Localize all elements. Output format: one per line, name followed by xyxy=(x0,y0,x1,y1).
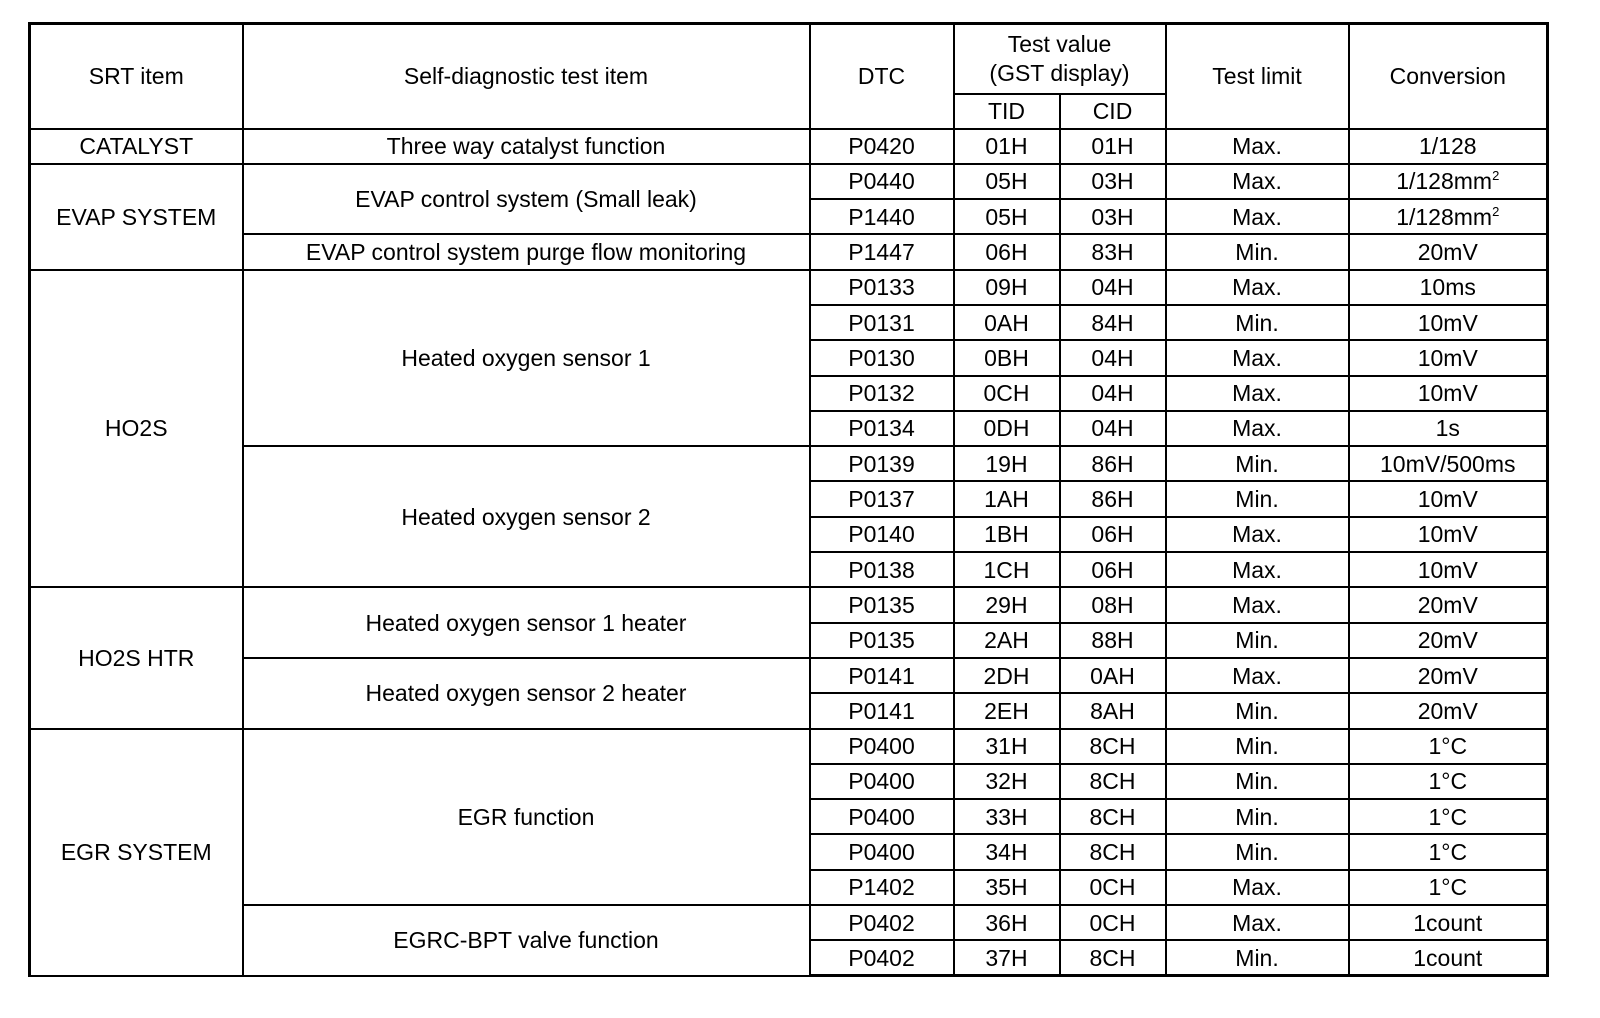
test-limit-cell: Max. xyxy=(1166,587,1349,622)
test-limit-cell: Max. xyxy=(1166,129,1349,164)
conversion-value: 20mV xyxy=(1417,591,1478,618)
header-tid: TID xyxy=(954,94,1060,129)
conversion-value: 20mV xyxy=(1417,697,1478,724)
conversion-cell xyxy=(1349,905,1548,940)
cid-cell: 8CH xyxy=(1060,729,1166,764)
tid-cell: 37H xyxy=(954,940,1060,975)
dtc-cell: P0420 xyxy=(810,129,954,164)
dtc-cell: P0400 xyxy=(810,729,954,764)
dtc-cell: P0440 xyxy=(810,164,954,199)
tid-cell: 01H xyxy=(954,129,1060,164)
tid-cell: 2EH xyxy=(954,693,1060,728)
conversion-cell xyxy=(1349,834,1548,869)
cid-cell: 86H xyxy=(1060,481,1166,516)
conversion-cell xyxy=(1349,305,1548,340)
dtc-cell: P0140 xyxy=(810,517,954,552)
test-limit-cell: Min. xyxy=(1166,834,1349,869)
test-limit-cell: Min. xyxy=(1166,623,1349,658)
dtc-cell: P1440 xyxy=(810,199,954,234)
tid-cell: 06H xyxy=(954,234,1060,269)
tid-cell: 1BH xyxy=(954,517,1060,552)
self-diagnostic-item-cell: Heated oxygen sensor 1 xyxy=(243,270,810,446)
self-diagnostic-item-cell: Heated oxygen sensor 2 heater xyxy=(243,658,810,729)
conversion-value: 1°C xyxy=(1428,839,1468,866)
conversion-cell xyxy=(1349,587,1548,622)
conversion-value: 20mV xyxy=(1417,238,1478,265)
srt-item-cell: EGR SYSTEM xyxy=(30,729,243,976)
conversion-value: 20mV xyxy=(1417,627,1478,654)
header-srt-item: SRT item xyxy=(30,24,243,129)
conversion-value: 10mV xyxy=(1417,486,1478,513)
dtc-cell: P0132 xyxy=(810,376,954,411)
tid-cell: 19H xyxy=(954,446,1060,481)
cid-cell: 03H xyxy=(1060,199,1166,234)
table-row xyxy=(30,164,1548,199)
tid-cell: 1AH xyxy=(954,481,1060,516)
test-limit-cell: Max. xyxy=(1166,199,1349,234)
cid-cell: 84H xyxy=(1060,305,1166,340)
conversion-value: 10mV xyxy=(1417,380,1478,407)
test-limit-cell: Min. xyxy=(1166,729,1349,764)
cid-cell: 06H xyxy=(1060,517,1166,552)
test-limit-cell: Min. xyxy=(1166,799,1349,834)
tid-cell: 2DH xyxy=(954,658,1060,693)
cid-cell: 83H xyxy=(1060,234,1166,269)
conversion-cell xyxy=(1349,234,1548,269)
conversion-value: 10mV xyxy=(1417,344,1478,371)
test-limit-cell: Max. xyxy=(1166,270,1349,305)
test-limit-cell: Max. xyxy=(1166,411,1349,446)
dtc-cell: P0131 xyxy=(810,305,954,340)
conversion-value: 1count xyxy=(1413,944,1483,971)
conversion-cell xyxy=(1349,129,1548,164)
cid-cell: 06H xyxy=(1060,552,1166,587)
tid-cell: 29H xyxy=(954,587,1060,622)
tid-cell: 35H xyxy=(954,870,1060,905)
dtc-cell: P0137 xyxy=(810,481,954,516)
conversion-value: 1°C xyxy=(1428,803,1468,830)
tid-cell: 1CH xyxy=(954,552,1060,587)
tid-cell: 34H xyxy=(954,834,1060,869)
tid-cell: 0CH xyxy=(954,376,1060,411)
cid-cell: 8CH xyxy=(1060,764,1166,799)
table-row xyxy=(30,729,1548,764)
conversion-value: 1s xyxy=(1435,415,1460,442)
dtc-cell: P0135 xyxy=(810,623,954,658)
conversion-cell xyxy=(1349,517,1548,552)
header-test-limit: Test limit xyxy=(1166,24,1349,129)
conversion-cell xyxy=(1349,870,1548,905)
test-limit-cell: Max. xyxy=(1166,164,1349,199)
test-limit-cell: Min. xyxy=(1166,234,1349,269)
conversion-value: 10ms xyxy=(1419,274,1476,301)
conversion-cell xyxy=(1349,164,1548,199)
cid-cell: 01H xyxy=(1060,129,1166,164)
tid-cell: 0BH xyxy=(954,340,1060,375)
test-limit-cell: Max. xyxy=(1166,905,1349,940)
test-limit-cell: Max. xyxy=(1166,340,1349,375)
conversion-cell xyxy=(1349,446,1548,481)
srt-item-cell: HO2S xyxy=(30,270,243,588)
self-diagnostic-item-cell: EVAP control system (Small leak) xyxy=(243,164,810,235)
dtc-cell: P0138 xyxy=(810,552,954,587)
dtc-cell: P0400 xyxy=(810,764,954,799)
cid-cell: 8CH xyxy=(1060,799,1166,834)
dtc-cell: P0400 xyxy=(810,799,954,834)
dtc-cell: P0141 xyxy=(810,658,954,693)
self-diagnostic-item-cell: EGR function xyxy=(243,729,810,905)
table-row xyxy=(30,234,1548,269)
header-row-1 xyxy=(30,24,1548,94)
conversion-value: 1°C xyxy=(1428,733,1468,760)
conversion-cell xyxy=(1349,658,1548,693)
dtc-cell: P0402 xyxy=(810,940,954,975)
tid-cell: 36H xyxy=(954,905,1060,940)
test-limit-cell: Min. xyxy=(1166,481,1349,516)
header-test-value: Test value (GST display) xyxy=(954,24,1166,94)
conversion-cell xyxy=(1349,199,1548,234)
conversion-value: 1/128 xyxy=(1418,133,1477,160)
header-conversion: Conversion xyxy=(1349,24,1548,129)
cid-cell: 0CH xyxy=(1060,905,1166,940)
conversion-value: 1°C xyxy=(1428,768,1468,795)
srt-item-cell: EVAP SYSTEM xyxy=(30,164,243,270)
self-diagnostic-item-cell: Heated oxygen sensor 1 heater xyxy=(243,587,810,658)
tid-cell: 0AH xyxy=(954,305,1060,340)
dtc-cell: P1447 xyxy=(810,234,954,269)
test-limit-cell: Max. xyxy=(1166,552,1349,587)
tid-cell: 0DH xyxy=(954,411,1060,446)
self-diagnostic-item-cell: EVAP control system purge flow monitoring xyxy=(243,234,810,269)
conversion-cell xyxy=(1349,340,1548,375)
dtc-cell: P0402 xyxy=(810,905,954,940)
dtc-cell: P0130 xyxy=(810,340,954,375)
conversion-cell xyxy=(1349,729,1548,764)
conversion-value: 20mV xyxy=(1417,662,1478,689)
cid-cell: 04H xyxy=(1060,411,1166,446)
tid-cell: 05H xyxy=(954,199,1060,234)
test-limit-cell: Min. xyxy=(1166,305,1349,340)
conversion-cell xyxy=(1349,940,1548,975)
header-dtc: DTC xyxy=(810,24,954,129)
tid-cell: 31H xyxy=(954,729,1060,764)
conversion-cell xyxy=(1349,552,1548,587)
test-limit-cell: Min. xyxy=(1166,764,1349,799)
cid-cell: 04H xyxy=(1060,340,1166,375)
cid-cell: 8CH xyxy=(1060,834,1166,869)
test-limit-cell: Min. xyxy=(1166,693,1349,728)
cid-cell: 04H xyxy=(1060,270,1166,305)
cid-cell: 8AH xyxy=(1060,693,1166,728)
cid-cell: 0CH xyxy=(1060,870,1166,905)
dtc-cell: P1402 xyxy=(810,870,954,905)
conversion-cell xyxy=(1349,623,1548,658)
conversion-value: 10mV/500ms xyxy=(1380,450,1516,477)
conversion-cell xyxy=(1349,764,1548,799)
test-limit-cell: Max. xyxy=(1166,517,1349,552)
table-row xyxy=(30,587,1548,622)
tid-cell: 32H xyxy=(954,764,1060,799)
test-limit-cell: Max. xyxy=(1166,870,1349,905)
test-limit-cell: Max. xyxy=(1166,376,1349,411)
srt-item-cell: HO2S HTR xyxy=(30,587,243,728)
conversion-cell xyxy=(1349,481,1548,516)
cid-cell: 08H xyxy=(1060,587,1166,622)
conversion-value: 1/128mm xyxy=(1396,168,1493,195)
cid-cell: 8CH xyxy=(1060,940,1166,975)
conversion-cell xyxy=(1349,693,1548,728)
test-limit-cell: Min. xyxy=(1166,940,1349,975)
srt-item-cell: CATALYST xyxy=(30,129,243,164)
cid-cell: 88H xyxy=(1060,623,1166,658)
conversion-value: 10mV xyxy=(1417,556,1478,583)
dtc-cell: P0135 xyxy=(810,587,954,622)
conversion-value: 1count xyxy=(1413,909,1483,936)
test-limit-cell: Max. xyxy=(1166,658,1349,693)
header-cid: CID xyxy=(1060,94,1166,129)
conversion-cell xyxy=(1349,799,1548,834)
cid-cell: 03H xyxy=(1060,164,1166,199)
conversion-exponent: 2 xyxy=(1492,203,1500,219)
conversion-value: 10mV xyxy=(1417,309,1478,336)
conversion-value: 10mV xyxy=(1417,521,1478,548)
dtc-cell: P0141 xyxy=(810,693,954,728)
self-diagnostic-item-cell: Heated oxygen sensor 2 xyxy=(243,446,810,587)
tid-cell: 05H xyxy=(954,164,1060,199)
dtc-cell: P0134 xyxy=(810,411,954,446)
self-diagnostic-item-cell: Three way catalyst function xyxy=(243,129,810,164)
header-self-diagnostic-test-item: Self-diagnostic test item xyxy=(243,24,810,129)
conversion-cell xyxy=(1349,376,1548,411)
dtc-cell: P0400 xyxy=(810,834,954,869)
table-row xyxy=(30,658,1548,693)
table-row xyxy=(30,129,1548,164)
dtc-cell: P0139 xyxy=(810,446,954,481)
conversion-value: 1°C xyxy=(1428,874,1468,901)
table-row xyxy=(30,270,1548,305)
conversion-exponent: 2 xyxy=(1492,168,1500,184)
cid-cell: 0AH xyxy=(1060,658,1166,693)
tid-cell: 09H xyxy=(954,270,1060,305)
cid-cell: 04H xyxy=(1060,376,1166,411)
table-row xyxy=(30,905,1548,940)
cid-cell: 86H xyxy=(1060,446,1166,481)
tid-cell: 2AH xyxy=(954,623,1060,658)
conversion-cell xyxy=(1349,411,1548,446)
table-row xyxy=(30,446,1548,481)
test-limit-cell: Min. xyxy=(1166,446,1349,481)
tid-cell: 33H xyxy=(954,799,1060,834)
dtc-cell: P0133 xyxy=(810,270,954,305)
self-diagnostic-item-cell: EGRC-BPT valve function xyxy=(243,905,810,976)
conversion-value: 1/128mm xyxy=(1396,203,1493,230)
srt-test-table xyxy=(28,22,1549,977)
conversion-cell xyxy=(1349,270,1548,305)
